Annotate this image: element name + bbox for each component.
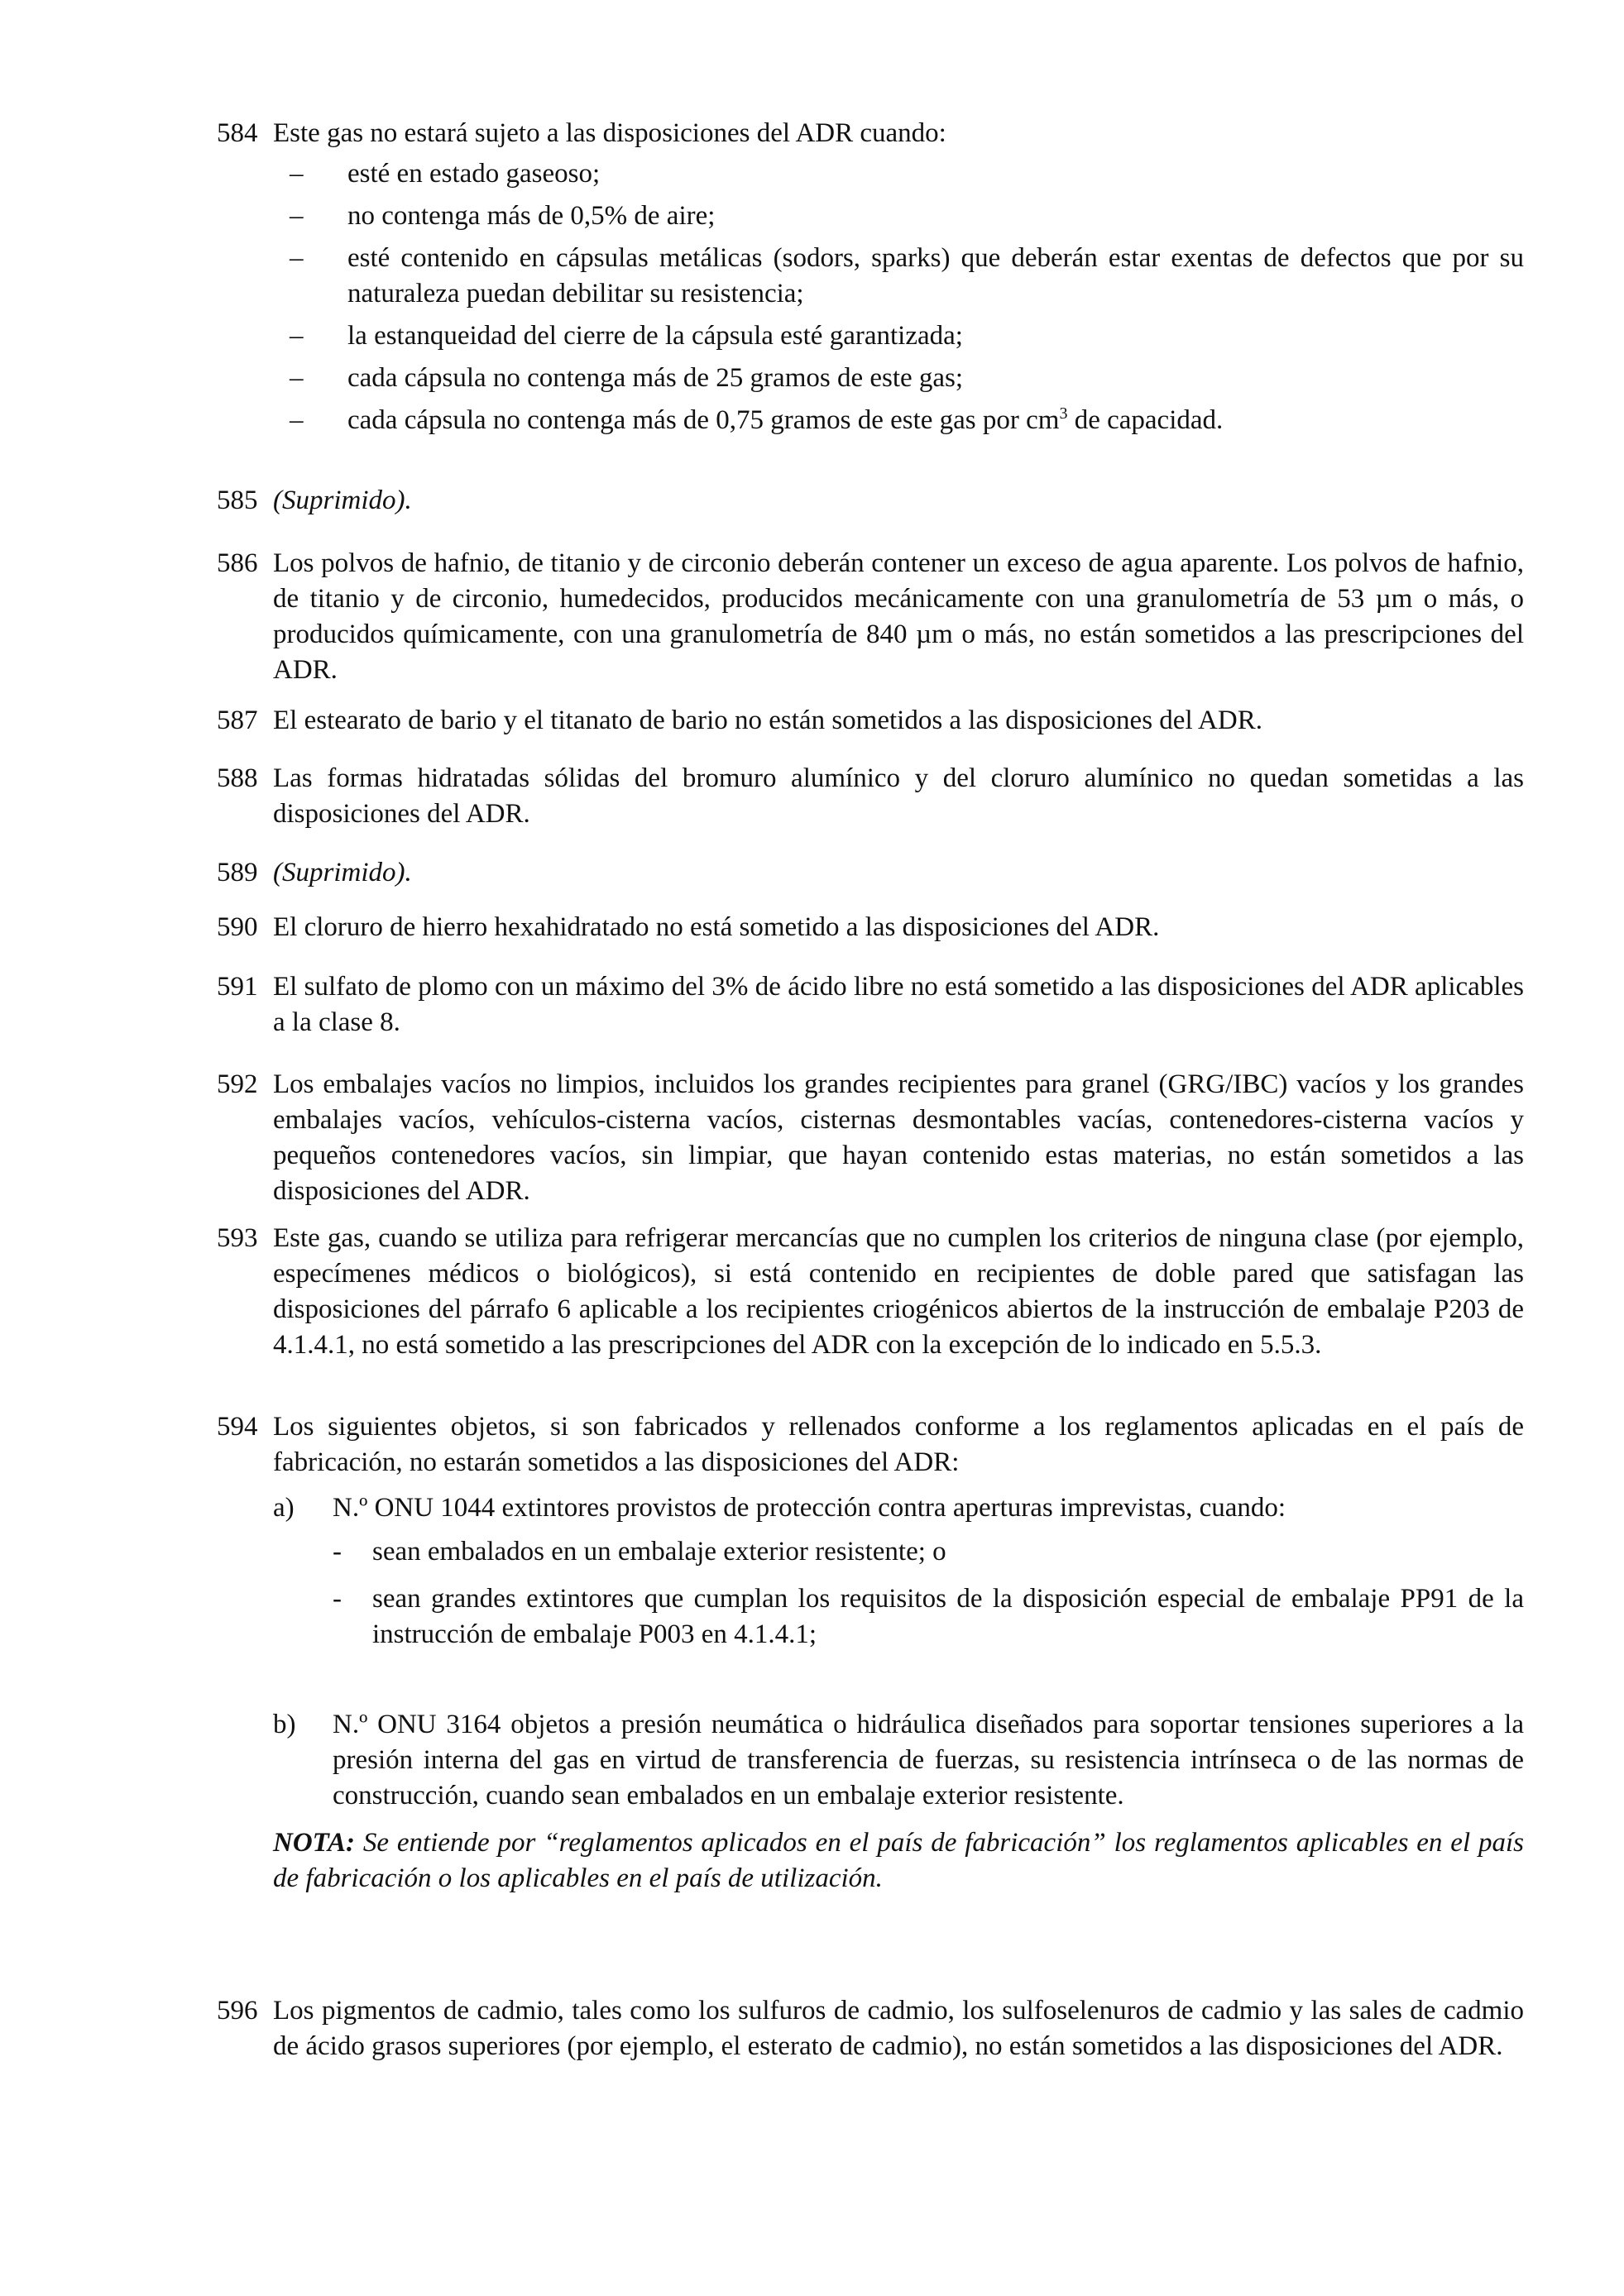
provision-596: [217, 1993, 1524, 2064]
provision-585: [217, 483, 1524, 519]
list-item: – esté contenido en cápsulas metálicas (sodors, sparks) que deberán estar exentas de defectos que por su naturaleza puedan debilitar su resistencia;: [290, 243, 1524, 309]
provision-body: El cloruro de hierro hexahidratado no está sometido a las disposiciones del ADR.: [273, 912, 1160, 942]
list-item: – cada cápsula no contenga más de 0,75 gramos de este gas por $cm^3$ de capacidad.: [290, 404, 1224, 435]
subitem-text: N.º ONU 3164 objetos a presión neumática o hidráulica diseñados para soportar tensiones superiores a la presión interna del gas en virtud de transferencia de fuerzas, su resistencia intrínseca o de las normas de construcción, cuando sean embalados en un embalaje exterior resistente.: [333, 1710, 1524, 1810]
provision-body: Las formas hidratadas sólidas del bromuro alumínico y del cloruro alumínico no quedan sometidas a las disposiciones del ADR.: [273, 763, 1524, 829]
provision-number: 592: [217, 1069, 258, 1099]
subitem-letter: a): [273, 1493, 295, 1523]
provision-number: 591: [217, 972, 258, 1002]
list-item: – cada cápsula no contenga más de 25 gramos de este gas;: [290, 363, 964, 393]
note: [273, 1825, 1524, 1897]
provision-body: [273, 116, 1524, 438]
provision-number: 585: [217, 486, 258, 515]
provision-number: 594: [217, 1412, 258, 1442]
note-label: NOTA:: [273, 1828, 355, 1858]
provision-body: El sulfato de plomo con un máximo del 3% de ácido libre no está sometido a las disposiciones del ADR aplicables a la clase 8.: [273, 972, 1524, 1037]
provision-594: [217, 1409, 1524, 1897]
subitem-text: N.º ONU 1044 extintores provistos de protección contra aperturas imprevistas, cuando:: [333, 1493, 1286, 1523]
provision-intro: Este gas no estará sujeto a las disposiciones del ADR cuando:: [273, 118, 946, 148]
list-item: – no contenga más de 0,5% de aire;: [290, 201, 716, 231]
provision-587: [217, 703, 1524, 739]
subitem-a: [273, 1490, 1524, 1653]
provision-592: [217, 1067, 1524, 1209]
provision-body: Los polvos de hafnio, de titanio y de circonio deberán contener un exceso de agua aparente. Los polvos de hafnio, de titanio y de circonio, humedecidos, producidos mecánicamente con una granulometría de 53 µm o más, o producidos químicamente, con una granulometría de 840 µm o más, no están sometidos a las prescripciones del ADR.: [273, 548, 1524, 685]
subitem-a-list: [273, 1534, 1524, 1653]
condition-list: [273, 156, 1524, 438]
provision-584: [217, 116, 1524, 445]
provision-588: [217, 761, 1524, 832]
subitem-letter: b): [273, 1710, 296, 1739]
note-text: Se entiende por “reglamentos aplicados en el país de fabricación” los reglamentos aplicables en el país de fabricación o los aplicables en el país de utilización.: [273, 1828, 1524, 1893]
list-item: – esté en estado gaseoso;: [290, 159, 601, 189]
provision-number: 589: [217, 858, 258, 887]
provision-590: [217, 910, 1524, 945]
provision-number: 588: [217, 763, 258, 793]
provision-number: 587: [217, 706, 258, 735]
provision-589: [217, 855, 1524, 891]
provision-586: [217, 546, 1524, 688]
list-item: - sean grandes extintores que cumplan los requisitos de la disposición especial de embalaje PP91 de la instrucción de embalaje P003 en 4.1.4.1;: [333, 1584, 1524, 1649]
provision-body: (Suprimido).: [273, 486, 412, 515]
provision-number: 593: [217, 1223, 258, 1253]
provision-body: Los embalajes vacíos no limpios, incluidos los grandes recipientes para granel (GRG/IBC) vacíos y los grandes embalajes vacíos, vehículos-cisterna vacíos, cisternas desmontables vacías, contenedores-cisterna vacíos y pequeños contenedores vacíos, sin limpiar, que hayan contenido estas materias, no están sometidos a las disposiciones del ADR.: [273, 1069, 1524, 1206]
provision-number: 596: [217, 1996, 258, 2026]
provision-593: [217, 1221, 1524, 1363]
subitem-b: [273, 1707, 1524, 1814]
provision-591: [217, 969, 1524, 1040]
provision-number: 590: [217, 912, 258, 942]
provision-intro: Los siguientes objetos, si son fabricados y rellenados conforme a los reglamentos aplicadas en el país de fabricación, no estarán sometidos a las disposiciones del ADR:: [273, 1412, 1524, 1477]
provision-number: 584: [217, 118, 258, 148]
provision-body: [273, 1409, 1524, 1897]
list-item: - sean embalados en un embalaje exterior resistente; o: [333, 1537, 946, 1567]
provision-body: Los pigmentos de cadmio, tales como los sulfuros de cadmio, los sulfoselenuros de cadmio y las sales de cadmio de ácido grasos superiores (por ejemplo, el esterato de cadmio), no están sometidos a las disposiciones del ADR.: [273, 1996, 1524, 2061]
provision-number: 586: [217, 548, 258, 578]
list-item: – la estanqueidad del cierre de la cápsula esté garantizada;: [290, 321, 963, 351]
provision-body: El estearato de bario y el titanato de bario no están sometidos a las disposiciones del ADR.: [273, 706, 1262, 735]
superscript: 3: [1059, 404, 1068, 423]
provision-body: Este gas, cuando se utiliza para refrigerar mercancías que no cumplen los criterios de ninguna clase (por ejemplo, especímenes médicos o biológicos), si está contenido en recipientes de doble pared que satisfagan las disposiciones del párrafo 6 aplicable a los recipientes criogénicos abiertos de la instrucción de embalaje P203 de 4.1.4.1, no está sometido a las prescripciones del ADR con la excepción de lo indicado en 5.5.3.: [273, 1223, 1524, 1360]
provision-body: (Suprimido).: [273, 858, 412, 887]
